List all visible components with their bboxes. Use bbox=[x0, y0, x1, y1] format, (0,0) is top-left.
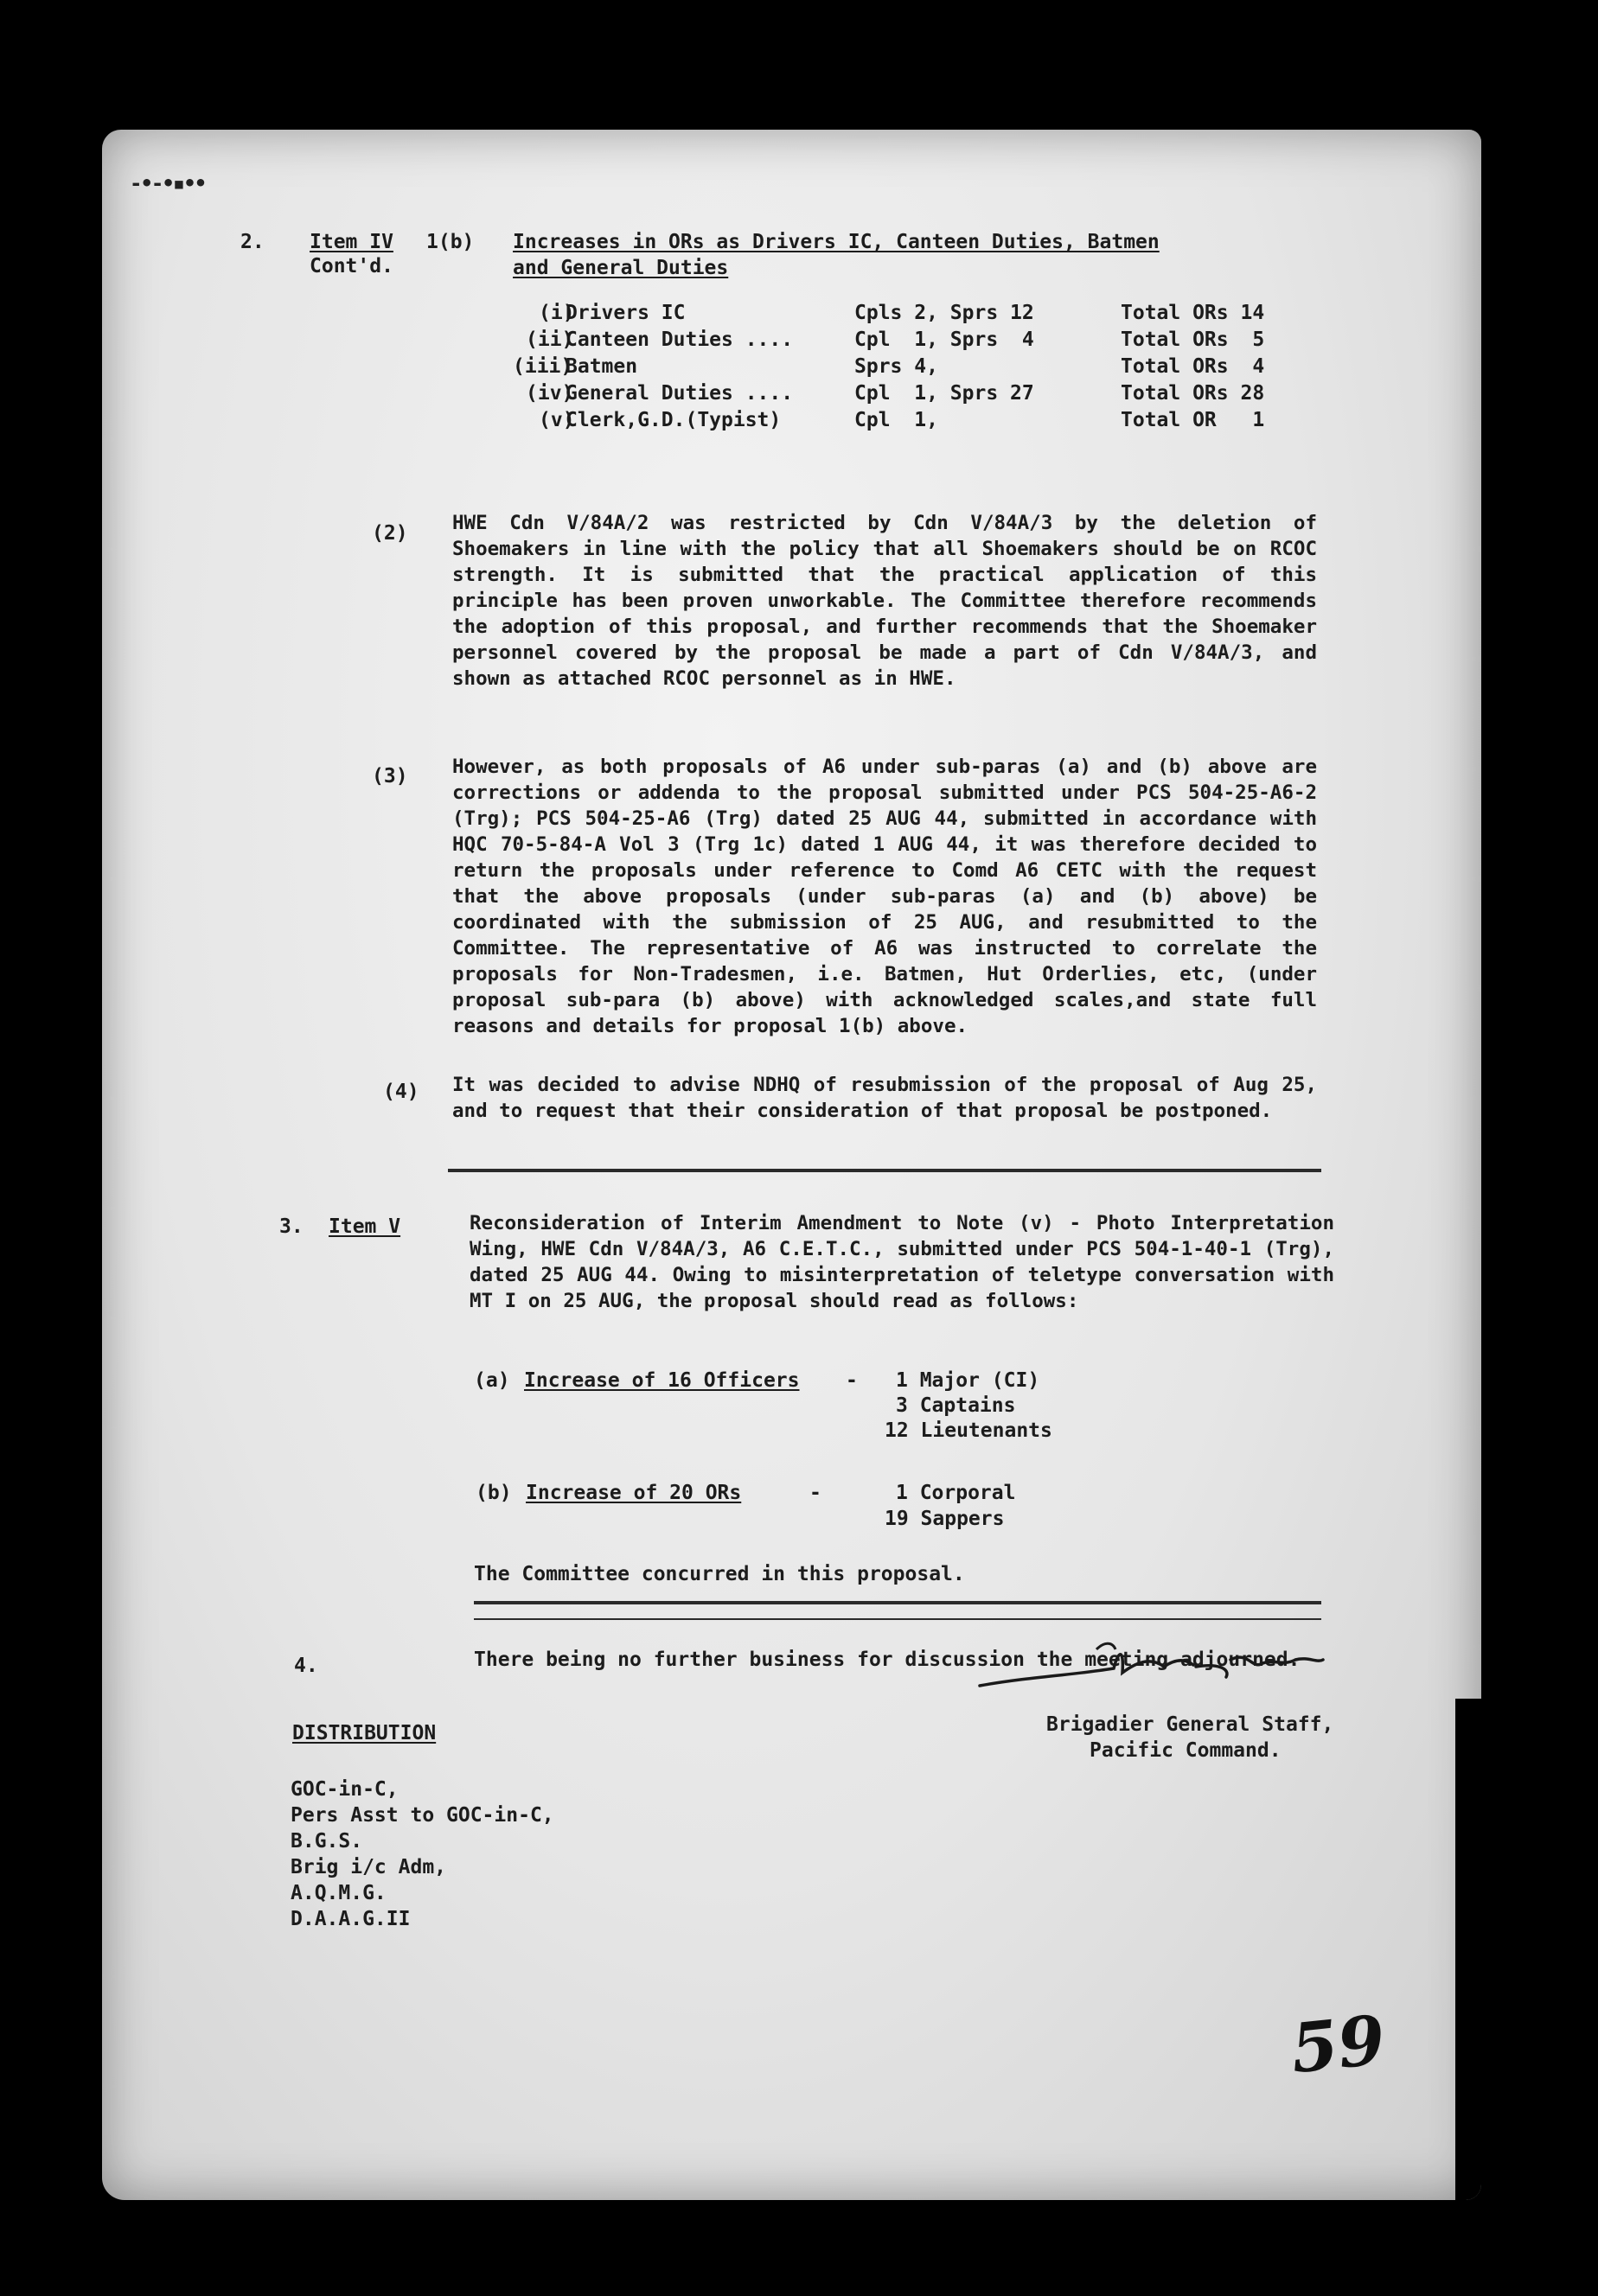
para-number: (3) bbox=[372, 765, 408, 788]
section-divider bbox=[448, 1169, 1321, 1172]
adjourn-text: There being no further business for discussion the meeting adjourned. bbox=[474, 1649, 1301, 1671]
concurrence-text: The Committee concurred in this proposal. bbox=[474, 1563, 965, 1585]
or-line: 1 Corporal bbox=[896, 1482, 1016, 1504]
row-name: Batmen bbox=[566, 355, 638, 378]
signatory-title: Brigadier General Staff, bbox=[1046, 1713, 1334, 1736]
officers-increase-heading: Increase of 16 Officers bbox=[524, 1369, 800, 1392]
sub-label: (a) bbox=[474, 1369, 510, 1392]
row-total: Total ORs 5 bbox=[1121, 328, 1265, 351]
row-number: (i) bbox=[539, 302, 575, 324]
officer-line: 1 Major (CI) bbox=[896, 1369, 1040, 1392]
row-number: (ii) bbox=[526, 328, 574, 351]
row-number: (iv) bbox=[526, 382, 574, 405]
row-ranks: Cpl 1, Sprs 4 bbox=[854, 328, 1034, 351]
para-3-text: However, as both proposals of A6 under sub-paras (a) and (b) above are corrections or addenda to the proposal submitted under PCS 504-25-A6-2 (Trg); PCS 504-25-A6 (Trg) dated 25 AUG 44, submitted in accordance with HQC 70-5-84-A Vol 3 (Trg 1c) dated 1 AUG 44, it was therefore decided to return the proposals under reference to Comd A6 CETC with the request that the above proposals (under sub-paras (a) and (b) above) be coordinated with the submission of 25 AUG, and resubmitted to the Committee. The representative of A6 was instructed to correlate the proposals for Non-Tradesmen, i.e. Batmen, Hut Orderlies, etc, (under proposal sub-para (b) above) with acknowledged scales,and state full reasons and details for proposal 1(b) above. bbox=[452, 756, 1317, 1037]
item-sub-number: 1(b) bbox=[426, 231, 475, 253]
document-page bbox=[102, 130, 1481, 2200]
list-item: B.G.S. bbox=[291, 1830, 363, 1853]
section-divider bbox=[474, 1601, 1321, 1604]
item-label: Item IV bbox=[310, 231, 393, 253]
distribution-heading: DISTRIBUTION bbox=[292, 1722, 437, 1744]
list-item: Brig i/c Adm, bbox=[291, 1856, 447, 1878]
row-total: Total ORs 28 bbox=[1121, 382, 1265, 405]
para-number: (2) bbox=[372, 522, 408, 545]
item-heading-line1: Increases in ORs as Drivers IC, Canteen Duties, Batmen bbox=[513, 231, 1160, 253]
sub-label: (b) bbox=[476, 1482, 512, 1504]
list-item: D.A.A.G.II bbox=[291, 1908, 411, 1930]
handwritten-signature bbox=[967, 1634, 1330, 1703]
row-ranks: Cpls 2, Sprs 12 bbox=[854, 302, 1034, 324]
para-2-text: HWE Cdn V/84A/2 was restricted by Cdn V/84A/3 by the deletion of Shoemakers in line with the policy that all Shoemakers should be on RCOC strength. It is submitted that the practical application of this principle has been proven unworkable. The Committee therefore recommends the adoption of this proposal, and further recommends that the Shoemaker personnel covered by the proposal be made a part of Cdn V/84A/3, and shown as attached RCOC personnel as in HWE. bbox=[452, 512, 1317, 690]
ink-specks: -•-•▪•• bbox=[130, 171, 206, 195]
list-item: GOC-in-C, bbox=[291, 1778, 399, 1801]
dash: - bbox=[809, 1482, 821, 1504]
row-total: Total ORs 14 bbox=[1121, 302, 1265, 324]
item-contd: Cont'd. bbox=[310, 255, 393, 277]
item-5-text: Reconsideration of Interim Amendment to Note (v) - Photo Interpretation Wing, HWE Cdn V/84A/3, A6 C.E.T.C., submitted under PCS 504-1-40-1 (Trg), dated 25 AUG 44. Owing to misinterpretation of teletype conversation with MT I on 25 AUG, the proposal should read as follows: bbox=[470, 1212, 1334, 1312]
page-edge-shadow bbox=[1455, 1699, 1481, 2200]
row-name: Clerk,G.D.(Typist) bbox=[566, 409, 782, 431]
row-number: (v) bbox=[539, 409, 575, 431]
list-item: A.Q.M.G. bbox=[291, 1882, 387, 1904]
row-name: Canteen Duties .... bbox=[566, 328, 794, 351]
item-label: Item V bbox=[329, 1215, 401, 1238]
row-ranks: Cpl 1, bbox=[854, 409, 938, 431]
row-total: Total ORs 4 bbox=[1121, 355, 1265, 378]
signatory-command: Pacific Command. bbox=[1090, 1739, 1282, 1762]
officer-line: 12 Lieutenants bbox=[885, 1419, 1052, 1442]
row-ranks: Sprs 4, bbox=[854, 355, 938, 378]
item-number: 3. bbox=[279, 1215, 304, 1238]
row-total: Total OR 1 bbox=[1121, 409, 1265, 431]
row-name: General Duties .... bbox=[566, 382, 794, 405]
officer-line: 3 Captains bbox=[896, 1394, 1016, 1417]
row-ranks: Cpl 1, Sprs 27 bbox=[854, 382, 1034, 405]
para-number: (4) bbox=[383, 1081, 419, 1103]
item-number: 2. bbox=[240, 231, 265, 253]
ors-increase-heading: Increase of 20 ORs bbox=[526, 1482, 742, 1504]
row-number: (iii) bbox=[513, 355, 573, 378]
section-divider bbox=[474, 1618, 1321, 1620]
para-4-text: It was decided to advise NDHQ of resubmission of the proposal of Aug 25, and to request that their consideration of that proposal be postponed. bbox=[452, 1074, 1317, 1122]
dash: - bbox=[846, 1369, 858, 1392]
row-name: Drivers IC bbox=[566, 302, 686, 324]
item-heading-line2: and General Duties bbox=[513, 257, 729, 279]
item-number: 4. bbox=[294, 1655, 318, 1677]
or-line: 19 Sappers bbox=[885, 1508, 1005, 1530]
list-item: Pers Asst to GOC-in-C, bbox=[291, 1804, 554, 1827]
page-number: 59 bbox=[1287, 2000, 1390, 2089]
